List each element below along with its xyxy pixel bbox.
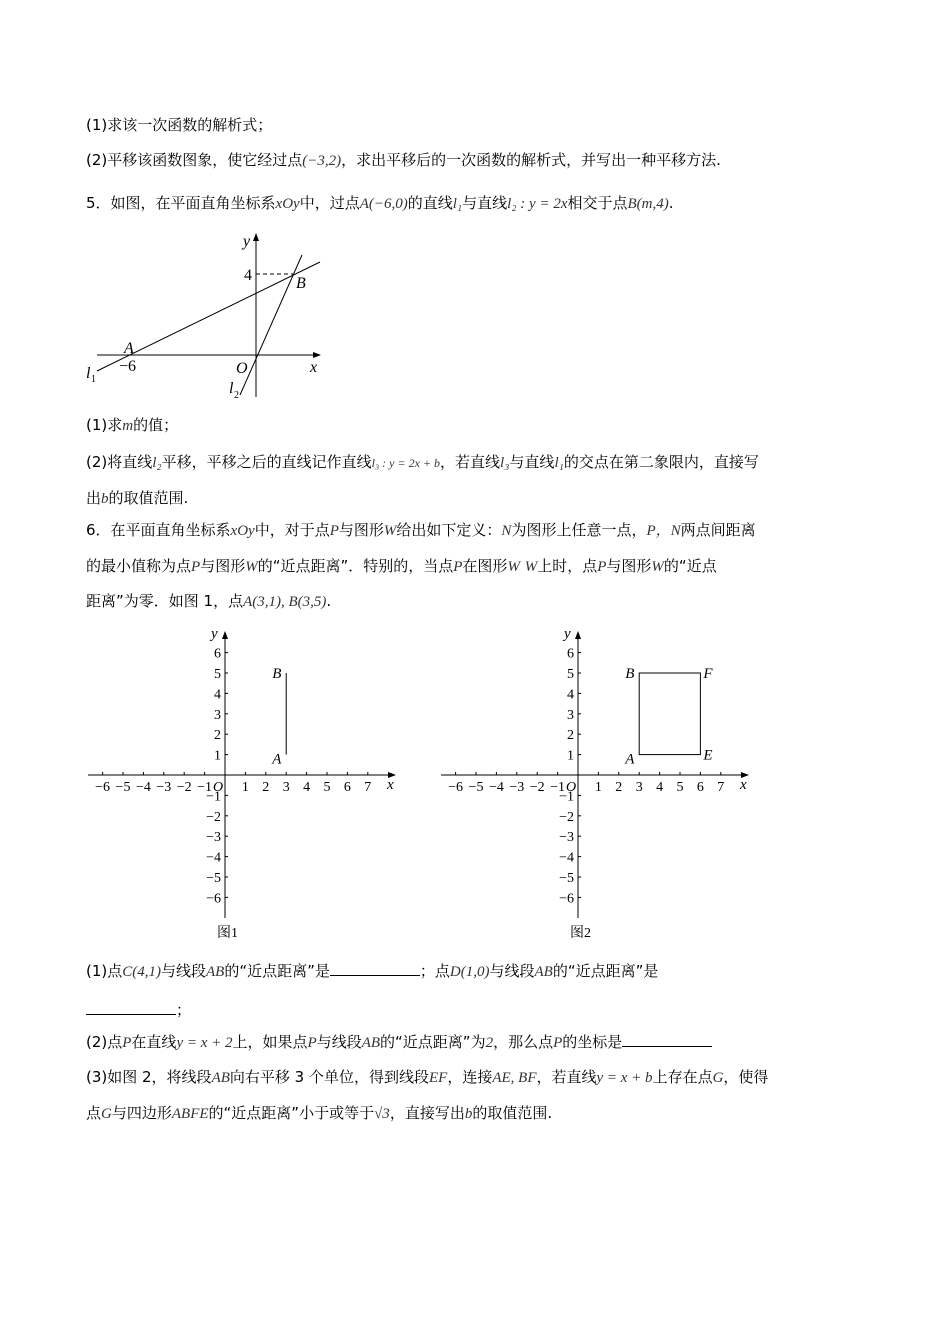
x-tick-label: 3 [282, 780, 290, 795]
x-tick-label: 2 [615, 780, 623, 795]
q6-part2: (2)点P在直线y = x + 2上，如果点P与线段AB的“近点距离”为2，那么点P的坐标是 [86, 1032, 712, 1053]
y-tick-label: 3 [214, 707, 221, 723]
x-tick-label: −1 [550, 780, 566, 795]
y-tick-label: 1 [214, 748, 221, 764]
q4-part2: (2)平移该函数图象，使它经过点(−3,2)，求出平移后的一次函数的解析式，并写出一种平移方法. [86, 151, 721, 169]
y-tick-label: −1 [559, 789, 574, 805]
x-tick-label: −2 [529, 780, 545, 795]
y-axis-label: y [211, 626, 218, 642]
x-tick-label: −5 [115, 780, 131, 795]
x-tick-label: 2 [262, 780, 270, 795]
svg-text:y: y [243, 233, 251, 250]
x-tick-label: 6 [696, 780, 704, 795]
y-tick-label: 4 [214, 687, 221, 703]
answer-blank[interactable] [330, 961, 420, 976]
x-tick-label: 1 [594, 780, 602, 795]
y-tick-label: −2 [559, 809, 574, 825]
svg-text:l: l [229, 380, 234, 397]
q5-part2-cont: 出b的取值范围. [86, 489, 189, 507]
x-tick-label: 4 [303, 780, 311, 795]
point-label-B: B [272, 666, 282, 682]
q6-stem-3: 距离”为零．如图 1，点A(3,1), B(3,5). [86, 592, 332, 610]
x-tick-label: −5 [468, 780, 484, 795]
answer-blank[interactable] [622, 1032, 712, 1047]
svg-text:O: O [236, 360, 248, 377]
y-axis-label: y [564, 626, 571, 642]
q4-part1: (1)求该一次函数的解析式； [86, 116, 273, 134]
y-tick-label: −1 [206, 789, 221, 805]
svg-text:x: x [310, 359, 318, 376]
svg-text:1: 1 [91, 374, 96, 385]
answer-blank[interactable] [86, 1000, 176, 1015]
y-tick-label: 2 [214, 728, 221, 744]
svg-text:2: 2 [234, 390, 239, 401]
x-tick-label: 4 [656, 780, 664, 795]
x-tick-label: 5 [676, 780, 684, 795]
x-tick-label: 7 [364, 780, 372, 795]
y-tick-label: −5 [206, 871, 221, 886]
q5-part1: (1)求m的值； [86, 416, 179, 434]
y-tick-label: 6 [567, 646, 574, 662]
y-tick-label: −2 [206, 809, 221, 825]
figure-caption: 图1 [217, 926, 238, 941]
y-tick-label: 4 [567, 687, 574, 703]
y-tick-label: 5 [567, 667, 574, 682]
point-label-A: A [272, 751, 282, 768]
svg-text:l: l [86, 365, 91, 382]
x-tick-label: 1 [241, 780, 249, 795]
x-tick-label: 7 [717, 780, 725, 795]
x-tick-label: 3 [635, 780, 643, 795]
y-tick-label: −6 [206, 891, 221, 907]
x-tick-label: −3 [156, 780, 172, 795]
q5-stem: 5．如图，在平面直角坐标系xOy中，过点A(−6,0)的直线l₁与直线l₂ : y = 2x相交于点B(m,4). [86, 194, 674, 212]
x-tick-label: −4 [135, 780, 151, 795]
point-label-F: F [703, 666, 713, 682]
figure-caption: 图2 [570, 926, 591, 941]
q6-part1-cont: ； [86, 1000, 191, 1020]
x-tick-label: −4 [488, 780, 504, 795]
x-tick-label: 5 [323, 780, 331, 795]
svg-text:A: A [124, 340, 134, 357]
x-tick-label: 6 [343, 780, 351, 795]
x-axis-label: x [740, 777, 747, 793]
x-axis-label: x [387, 777, 394, 793]
q6-stem-1: 6．在平面直角坐标系xOy中，对于点P与图形W给出如下定义：N为图形上任意一点，P，N两点间距离 [86, 521, 756, 539]
y-tick-label: 5 [214, 667, 221, 682]
q6-part1: (1)点C(4,1)与线段AB的“近点距离”是 ；点D(1,0)与线段AB的“近点距离”是 [86, 962, 659, 980]
y-tick-label: 6 [214, 646, 221, 662]
point-label-A: A [625, 751, 635, 768]
origin-label: O [213, 780, 224, 795]
svg-text:B: B [296, 275, 306, 292]
y-tick-label: −4 [559, 850, 574, 866]
x-tick-label: −6 [448, 780, 464, 795]
y-tick-label: 2 [567, 728, 574, 744]
q6-stem-2: 的最小值称为点P与图形W的“近点距离”．特别的，当点P在图形W W上时，点P与图形W的“近点 [86, 557, 717, 575]
y-tick-label: −3 [559, 830, 574, 846]
q6-part3-cont: 点G与四边形ABFE的“近点距离”小于或等于√3，直接写出b的取值范围. [86, 1104, 553, 1122]
y-tick-label: −4 [206, 850, 221, 866]
y-tick-label: 3 [567, 707, 574, 723]
point-label-E: E [703, 747, 713, 764]
y-tick-label: 1 [567, 748, 574, 764]
svg-text:4: 4 [244, 267, 252, 284]
x-tick-label: −3 [509, 780, 525, 795]
q5-part2: (2)将直线l₂平移，平移之后的直线记作直线l₃ : y = 2x + b，若直线l₃与直线l₁的交点在第二象限内，直接写 [86, 453, 759, 471]
point-label-B: B [625, 666, 635, 682]
y-tick-label: −3 [206, 830, 221, 846]
x-tick-label: −6 [95, 780, 111, 795]
x-tick-label: −1 [197, 780, 213, 795]
svg-text:−6: −6 [119, 358, 137, 375]
y-tick-label: −5 [559, 871, 574, 886]
y-tick-label: −6 [559, 891, 574, 907]
origin-label: O [566, 780, 577, 795]
x-tick-label: −2 [176, 780, 192, 795]
quadrilateral-ABFE [639, 673, 700, 755]
q6-part3: (3)如图 2，将线段AB向右平移 3 个单位，得到线段EF，连接AE, BF，若直线y = x + b上存在点G，使得 [86, 1068, 769, 1086]
